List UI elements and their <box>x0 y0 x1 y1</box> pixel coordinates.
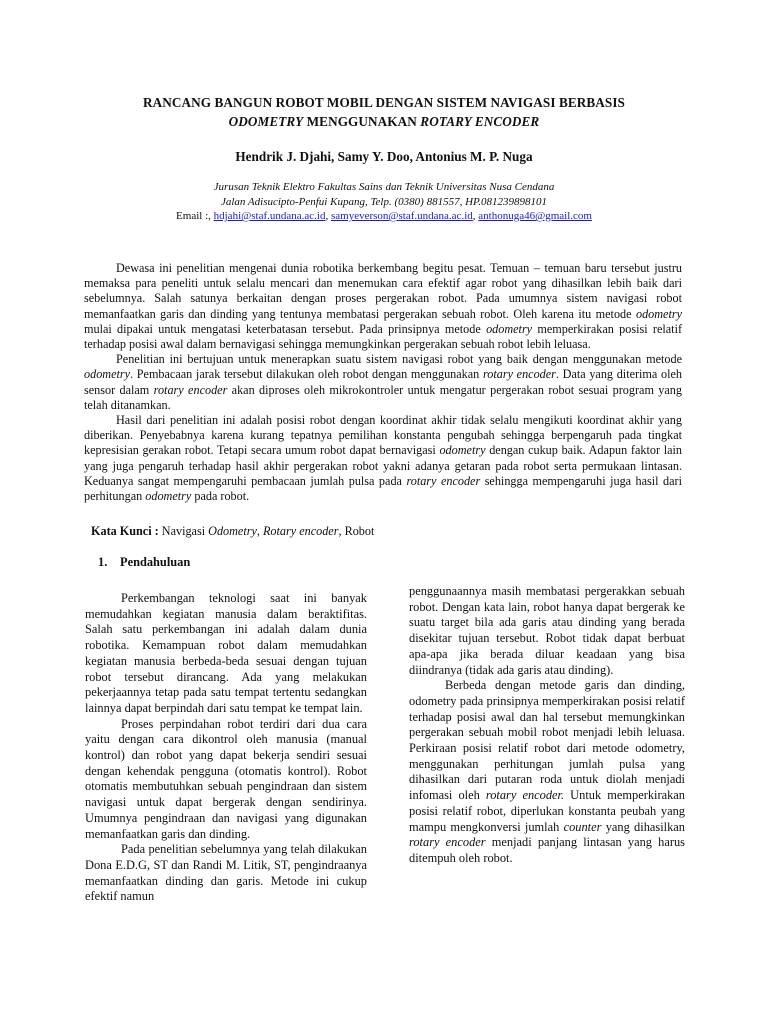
text-run-italic: odometry <box>635 306 682 321</box>
keyword-text: , Robot <box>338 524 375 538</box>
text-run-italic: rotary encoder <box>406 473 481 488</box>
keyword-text: , <box>256 524 263 538</box>
left-paragraph-3: Pada penelitian sebelumnya yang telah dilakukan Dona E.D.G, ST dan Randi M. Litik, ST, pengindraanya memanfaatkan dinding dan garis. Metode ini cukup efektif namun <box>85 842 367 904</box>
right-column <box>409 584 685 867</box>
right-paragraph-1: penggunaannya masih membatasi pergerakkan sebuah robot. Dengan kata lain, robot hanya dapat bergerak ke suatu target bila ada garis atau dinding yang berada disekitar tujuan tersebut. Robot tidak dapat berbuat apa-apa jika berada diluar keadaan yang bisa diindranya (tidak ada garis atau dinding). <box>409 584 685 677</box>
paper-title-line-2 <box>0 114 768 130</box>
text-run-italic: odometry <box>486 321 533 336</box>
left-column <box>85 591 367 905</box>
text-run-italic: rotary encoder <box>153 382 228 397</box>
abstract-paragraph-3 <box>84 413 682 504</box>
left-paragraph-1: Perkembangan teknologi saat ini banyak memudahkan kegiatan manusia dalam beraktifitas. Salah satu perkembangan ini adalah dalam dunia robotika. Kemampuan robot dalam memudahkan kegiatan manusia berbeda-beda sesuai dengan tujuan robot tersebut dirancang. Ada yang melakukan pekerjaannya tetap pada satu tempat tertentu sedangkan lainnya dapat berpindah dari satu tempat ke tempat lain. <box>85 591 367 715</box>
section-title: Pendahuluan <box>120 555 191 569</box>
email-separator: , <box>472 210 479 222</box>
text-run-italic: counter <box>563 819 602 834</box>
title-rotary-encoder: ROTARY ENCODER <box>420 114 540 129</box>
section-heading <box>98 555 190 570</box>
email-separator: , <box>325 210 331 222</box>
text-run: Untuk memperkirakan posisi relatif robot, diperlukan konstanta peubah yang mampu mengkonversi jumlah <box>409 788 685 834</box>
title-odometry: ODOMETRY <box>228 114 304 129</box>
text-run: akan diproses oleh mikrokontroler untuk mengatur pergerakan robot sesuai program yang telah ditanamkan. <box>84 382 682 412</box>
left-paragraph-2: Proses perpindahan robot terdiri dari dua cara yaitu dengan cara dikontrol oleh manusia (manual kontrol) dan robot yang dapat bekerja sendiri sesuai dengan kehendak pengguna (otomatis kontrol). Robot otomatis membutuhkan sebuah pengindraan dan sistem navigasi untuk dapat bergerak dengan sendirinya. Umumnya pengindraan dan navigasi yang digunakan memanfaatkan garis dan dinding. <box>85 716 367 841</box>
title-middle: MENGGUNAKAN <box>303 114 421 129</box>
text-run: Hasil dari penelitian ini adalah posisi robot dengan koordinat akhir tidak selalu mengikuti koordinat akhir yang diberikan. Penyebabnya karena kurang tepatnya pemilihan konstanta pengubah sehingga berpengaruh pada tingkat kepresisian gerakan robot. Tetapi secara umum robot dapat bernavigasi <box>84 413 682 458</box>
paper-title-line-1: RANCANG BANGUN ROBOT MOBIL DENGAN SISTEM NAVIGASI BERBASIS <box>143 95 625 110</box>
text-run: . Pembacaan jarak tersebut dilakukan oleh robot dengan menggunakan <box>130 367 483 382</box>
text-run-italic: odometry <box>145 489 192 504</box>
text-run-italic: odometry <box>84 367 131 382</box>
email-line <box>0 210 768 222</box>
text-run-italic: rotary encoder <box>409 835 486 850</box>
email-link-samyeverson[interactable]: samyeverson@staf.undana.ac.id <box>330 210 473 222</box>
text-run: Berbeda dengan metode garis dan dinding, odometry pada prinsipnya memperkirakan posisi relatif terhadap posisi awal dan hal tersebut memungkinkan pergerakan sebuah mobil robot menjadi lebih leluasa. Perkiraan posisi relatif robot dari metode odometry, menggunakan perhitungan jumlah pulsa yang dihasilkan dari putaran roda untuk diolah menjadi infomasi oleh <box>409 678 685 803</box>
text-run: Penelitian ini bertujuan untuk menerapkan suatu sistem navigasi robot yang baik dengan menggunakan metode <box>116 352 682 367</box>
text-run: memperkirakan posisi relatif terhadap posisi awal dalam bernavigasi sehingga memungkinkan pergerakan sebuah robot lebih leluasa. <box>84 321 683 352</box>
abstract-paragraph-1 <box>84 261 682 352</box>
text-run-italic: rotary encoder. <box>485 788 565 803</box>
text-run: yang dihasilkan <box>601 819 685 834</box>
keyword-italic: Odometry <box>208 524 257 538</box>
text-run: pada robot. <box>191 489 250 504</box>
keywords <box>91 524 691 539</box>
email-link-hdjahi[interactable]: hdjahi@staf.undana.ac.id <box>213 210 326 222</box>
text-run-italic: odometry <box>439 443 486 458</box>
email-link-anthonuga[interactable]: anthonuga46@gmail.com <box>478 210 592 222</box>
text-run-italic: rotary encoder <box>482 367 556 382</box>
authors: Hendrik J. Djahi, Samy Y. Doo, Antonius M. P. Nuga <box>235 149 533 164</box>
right-paragraph-2 <box>409 678 685 866</box>
keyword-text: Navigasi <box>161 524 209 538</box>
keywords-label: Kata Kunci : <box>91 524 162 538</box>
text-run: Dewasa ini penelitian mengenai dunia robotika berkembang begitu pesat. Temuan – temuan baru tersebut justru memaksa para peneliti untuk selalu mencari dan menemukan cara efektif agar robot yang dihasilkan lebih baik dari sebelumnya. Salah satunya berkaitan dengan proses pergerakan robot. Pada umumnya sistem navigasi robot memanfaatkan garis dan dinding yang tentunya membatasi pergerakan sebuah robot. Oleh karena itu metode <box>84 261 682 321</box>
keyword-italic: Rotary encoder <box>262 524 339 538</box>
section-number: 1. <box>98 555 108 569</box>
text-run: . Data yang diterima oleh sensor dalam <box>84 367 682 397</box>
affiliation-line-2: Jalan Adisucipto-Penfui Kupang, Telp. (0380) 881557, HP.081239898101 <box>220 196 548 208</box>
text-run: sehingga mempengaruhi juga hasil dari perhitungan <box>84 473 683 504</box>
text-run: mulai dipakai untuk mengatasi keterbatasan tersebut. Pada prinsipnya metode <box>84 321 487 336</box>
text-run: menjadi panjang lintasan yang harus ditempuh oleh robot. <box>409 835 685 865</box>
text-run: dengan cukup baik. Adapun faktor lain yang juga pengaruh terhadap hasil akhir pergerakan robot yakni adanya getaran pada robot serta permukaan lintasan. Keduanya sangat mempengaruhi pembacaan jumlah pulsa pada <box>84 443 683 488</box>
abstract-paragraph-2 <box>84 352 682 413</box>
affiliation-line-1: Jurusan Teknik Elektro Fakultas Sains dan Teknik Universitas Nusa Cendana <box>213 181 555 193</box>
email-label: Email :, <box>176 210 214 222</box>
abstract <box>84 261 682 504</box>
